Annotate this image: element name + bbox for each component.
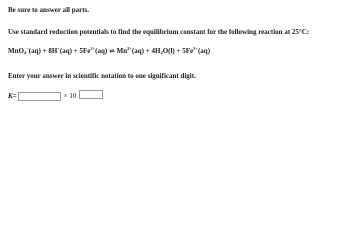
k-coefficient-input[interactable] xyxy=(18,92,61,101)
product-water: $4H_2O(l)$ xyxy=(151,47,175,55)
reactant-hydrogen-ion: 8H+(aq) xyxy=(48,46,72,55)
equilibrium-arrow: ⇌ xyxy=(107,47,117,55)
reactant-permanganate: MnO$_4$−(aq) xyxy=(8,46,41,55)
instruction-text: Be sure to answer all parts. xyxy=(8,6,90,14)
question-text: Use standard reduction potentials to find the equilibrium constant for the following reaction at 25°C: xyxy=(8,28,310,36)
equals-sign: = xyxy=(12,92,17,100)
product-iron-iii: $5Fe^{3+}(aq)$ xyxy=(182,46,211,55)
exponent-input[interactable] xyxy=(79,90,103,99)
k-label: K xyxy=(8,92,13,100)
reactant-iron-ii: $5Fe^{2+}(aq)$ xyxy=(79,46,108,55)
answer-row xyxy=(8,90,103,102)
product-manganese-ii: $Mn^{2+}(aq)$ xyxy=(116,46,144,55)
times-ten-label: × 10 xyxy=(63,92,77,100)
reaction-equation: $MnO_4^-(aq) + 8H^+(aq) + 5Fe^{2+}(aq)$ ⇌ $Mn^{2+}(aq) + 4H_2O(l) + 5Fe^{3+}(aq)$ xyxy=(8,46,211,55)
answer-instruction-text: Enter your answer in scientific notation to one significant digit. xyxy=(8,72,196,80)
